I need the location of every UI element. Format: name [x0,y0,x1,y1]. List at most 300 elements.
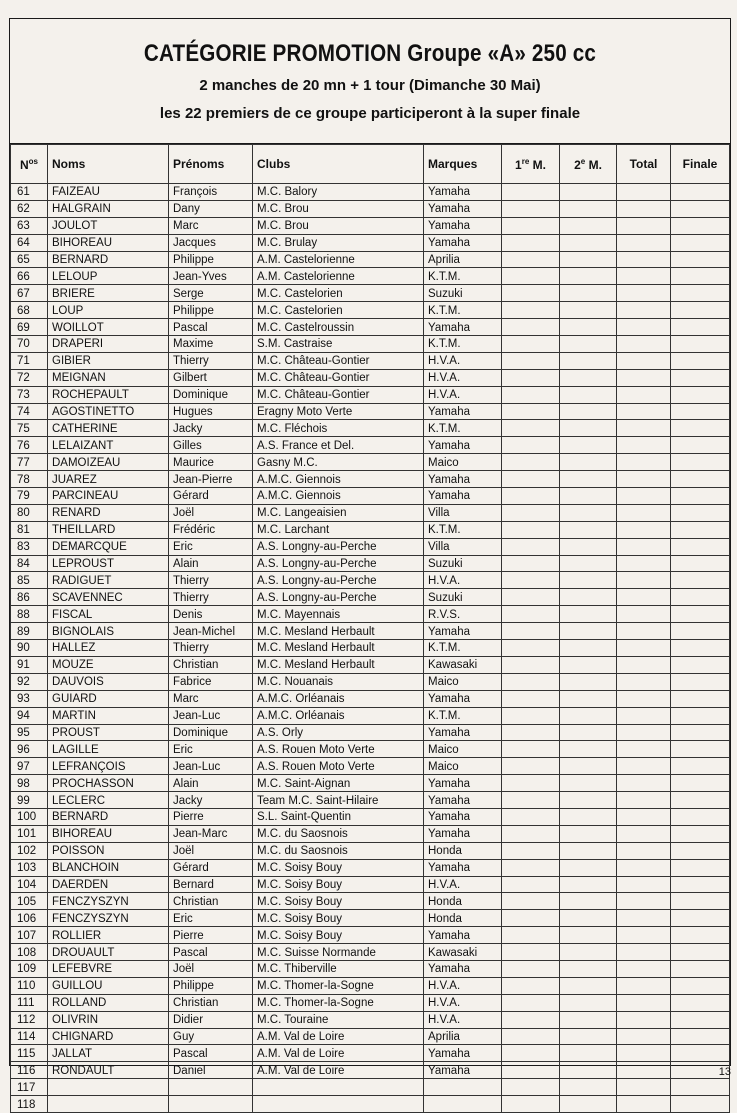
cell-manche-2 [560,724,617,741]
page-title: CATÉGORIE PROMOTION Groupe «A» 250 cc [143,40,597,67]
cell-marque: H.V.A. [424,876,502,893]
cell-club: A.M. Val de Loire [253,1028,424,1045]
cell-prenom: Jacky [169,792,253,809]
cell-finale [671,302,730,319]
cell-club: M.C. Soisy Bouy [253,910,424,927]
cell-manche-1 [502,673,560,690]
cell-marque: Suzuki [424,555,502,572]
cell-number: 108 [11,944,48,961]
cell-total [617,437,671,454]
cell-club: M.C. Fléchois [253,420,424,437]
cell-number: 100 [11,808,48,825]
cell-number: 81 [11,521,48,538]
cell-marque: H.V.A. [424,1011,502,1028]
table-row [11,504,730,521]
cell-manche-1 [502,792,560,809]
table-row [11,724,730,741]
cell-manche-1 [502,724,560,741]
cell-finale [671,640,730,657]
cell-manche-1 [502,572,560,589]
cell-nom: BERNARD [48,808,169,825]
cell-nom: ROLLIER [48,927,169,944]
cell-manche-1 [502,420,560,437]
cell-total [617,1028,671,1045]
cell-club: A.M. Castelorienne [253,268,424,285]
cell-marque: Aprilia [424,251,502,268]
cell-manche-1 [502,352,560,369]
cell-marque: Suzuki [424,285,502,302]
cell-nom: WOILLOT [48,319,169,336]
cell-manche-1 [502,200,560,217]
cell-number: 80 [11,504,48,521]
cell-manche-1 [502,758,560,775]
cell-manche-1 [502,1096,560,1113]
cell-prenom: Pascal [169,944,253,961]
cell-manche-1 [502,960,560,977]
cell-manche-2 [560,859,617,876]
cell-nom: DROUAULT [48,944,169,961]
cell-club: Gasny M.C. [253,454,424,471]
cell-finale [671,690,730,707]
race-format-subtitle: 2 manches de 20 mn + 1 tour (Dimanche 30 Mai) [199,77,541,94]
cell-total [617,521,671,538]
cell-prenom: Maurice [169,454,253,471]
cell-number: 76 [11,437,48,454]
table-row [11,319,730,336]
cell-manche-1 [502,555,560,572]
cell-prenom: Dany [169,200,253,217]
cell-finale [671,285,730,302]
cell-finale [671,251,730,268]
table-row [11,454,730,471]
table-row [11,690,730,707]
cell-marque: Yamaha [424,471,502,488]
cell-total [617,336,671,353]
cell-total [617,724,671,741]
cell-nom: GIBIER [48,352,169,369]
table-row [11,842,730,859]
cell-nom: JOULOT [48,217,169,234]
cell-prenom: Philippe [169,251,253,268]
cell-manche-1 [502,336,560,353]
cell-manche-1 [502,640,560,657]
cell-total [617,859,671,876]
cell-number: 90 [11,640,48,657]
cell-marque: Yamaha [424,488,502,505]
cell-club: Eragny Moto Verte [253,403,424,420]
cell-club: M.C. Suisse Normande [253,944,424,961]
cell-total [617,555,671,572]
cell-club: M.C. Langeaisien [253,504,424,521]
cell-number: 98 [11,775,48,792]
cell-number: 109 [11,960,48,977]
cell-finale [671,521,730,538]
cell-prenom: Denis [169,606,253,623]
cell-number: 104 [11,876,48,893]
cell-club: M.C. Nouanais [253,673,424,690]
cell-manche-2 [560,454,617,471]
cell-club: M.C. Balory [253,184,424,201]
cell-total [617,842,671,859]
cell-nom: PROUST [48,724,169,741]
cell-manche-1 [502,994,560,1011]
cell-manche-1 [502,893,560,910]
cell-number: 111 [11,994,48,1011]
cell-marque: Yamaha [424,775,502,792]
cell-finale [671,454,730,471]
cell-club: M.C. Mayennais [253,606,424,623]
cell-prenom: Thierry [169,572,253,589]
cell-finale [671,369,730,386]
cell-total [617,623,671,640]
cell-manche-2 [560,504,617,521]
cell-number: 94 [11,707,48,724]
cell-number: 116 [11,1062,48,1079]
table-row [11,707,730,724]
cell-nom: POISSON [48,842,169,859]
cell-marque: Kawasaki [424,656,502,673]
cell-total [617,352,671,369]
cell-manche-2 [560,184,617,201]
cell-number: 95 [11,724,48,741]
cell-finale [671,572,730,589]
cell-marque: H.V.A. [424,994,502,1011]
cell-total [617,268,671,285]
cell-number: 62 [11,200,48,217]
cell-prenom: Jean-Yves [169,268,253,285]
cell-marque: Honda [424,842,502,859]
cell-prenom: Thierry [169,640,253,657]
cell-total [617,217,671,234]
cell-total [617,977,671,994]
table-row [11,876,730,893]
cell-total [617,386,671,403]
cell-total [617,572,671,589]
cell-total [617,319,671,336]
table-row [11,184,730,201]
cell-marque: Aprilia [424,1028,502,1045]
table-row [11,792,730,809]
cell-marque: Yamaha [424,403,502,420]
cell-prenom: Jean-Luc [169,707,253,724]
cell-total [617,707,671,724]
table-row [11,386,730,403]
table-row [11,217,730,234]
cell-marque: Maico [424,673,502,690]
cell-finale [671,758,730,775]
col-header-manche-2: 2e M. [560,145,617,184]
table-row [11,521,730,538]
table-row [11,623,730,640]
cell-finale [671,538,730,555]
cell-manche-2 [560,1062,617,1079]
cell-manche-2 [560,606,617,623]
cell-manche-2 [560,1079,617,1096]
table-row [11,1028,730,1045]
cell-total [617,927,671,944]
cell-club: A.S. France et Del. [253,437,424,454]
cell-marque: Yamaha [424,792,502,809]
cell-manche-1 [502,977,560,994]
cell-manche-2 [560,910,617,927]
cell-prenom: Hugues [169,403,253,420]
cell-marque: R.V.S. [424,606,502,623]
cell-manche-2 [560,403,617,420]
cell-club: M.C. Saint-Aignan [253,775,424,792]
cell-manche-1 [502,859,560,876]
cell-marque: Yamaha [424,808,502,825]
col-header-nos: $N^{os}$ [11,145,48,184]
cell-manche-1 [502,268,560,285]
cell-marque: Maico [424,454,502,471]
cell-prenom: Pierre [169,808,253,825]
table-row [11,538,730,555]
table-row [11,1079,730,1096]
table-row [11,234,730,251]
cell-finale [671,1045,730,1062]
col-header-marques: Marques [424,145,502,184]
cell-manche-1 [502,504,560,521]
cell-manche-2 [560,927,617,944]
cell-marque: Yamaha [424,1062,502,1079]
cell-manche-2 [560,960,617,977]
cell-manche-2 [560,944,617,961]
cell-finale [671,842,730,859]
cell-prenom: Daniel [169,1062,253,1079]
cell-total [617,403,671,420]
cell-manche-2 [560,758,617,775]
cell-prenom: Philippe [169,977,253,994]
cell-manche-2 [560,217,617,234]
cell-total [617,994,671,1011]
cell-number: 79 [11,488,48,505]
cell-manche-1 [502,910,560,927]
cell-number: 101 [11,825,48,842]
cell-club: M.C. Castelorien [253,302,424,319]
cell-nom: ROCHEPAULT [48,386,169,403]
cell-prenom: Alain [169,555,253,572]
cell-finale [671,792,730,809]
cell-finale [671,268,730,285]
cell-club: A.S. Longny-au-Perche [253,538,424,555]
cell-manche-1 [502,538,560,555]
cell-number: 103 [11,859,48,876]
cell-marque: Yamaha [424,437,502,454]
cell-number: 64 [11,234,48,251]
cell-manche-1 [502,741,560,758]
cell-manche-2 [560,842,617,859]
cell-marque: K.T.M. [424,521,502,538]
col-header-manche-1: 1re M. [502,145,560,184]
cell-total [617,589,671,606]
cell-manche-1 [502,471,560,488]
table-row [11,808,730,825]
cell-number: 63 [11,217,48,234]
cell-club: A.M.C. Giennois [253,471,424,488]
cell-club: M.C. Brou [253,217,424,234]
cell-number: 65 [11,251,48,268]
cell-number: 68 [11,302,48,319]
cell-nom: MARTIN [48,707,169,724]
cell-prenom: Jacques [169,234,253,251]
cell-manche-2 [560,589,617,606]
table-row [11,640,730,657]
cell-manche-2 [560,825,617,842]
cell-marque: Honda [424,893,502,910]
cell-finale [671,1011,730,1028]
cell-number: 93 [11,690,48,707]
cell-manche-2 [560,268,617,285]
cell-manche-1 [502,217,560,234]
table-row [11,944,730,961]
cell-total [617,656,671,673]
cell-nom: HALGRAIN [48,200,169,217]
cell-nom: GUILLOU [48,977,169,994]
cell-manche-2 [560,977,617,994]
cell-manche-2 [560,876,617,893]
table-row [11,471,730,488]
cell-club: M.C. Soisy Bouy [253,927,424,944]
cell-prenom: Eric [169,741,253,758]
table-row [11,859,730,876]
cell-total [617,251,671,268]
cell-marque [424,1079,502,1096]
cell-manche-1 [502,690,560,707]
cell-total [617,758,671,775]
cell-finale [671,994,730,1011]
cell-finale [671,234,730,251]
cell-finale [671,504,730,521]
table-row [11,960,730,977]
cell-finale [671,420,730,437]
cell-prenom: Jacky [169,420,253,437]
cell-marque: Maico [424,741,502,758]
cell-nom: HALLEZ [48,640,169,657]
cell-manche-2 [560,251,617,268]
cell-manche-1 [502,1028,560,1045]
cell-total [617,1062,671,1079]
cell-total [617,1011,671,1028]
cell-prenom: Pascal [169,319,253,336]
cell-marque: H.V.A. [424,572,502,589]
cell-number: 72 [11,369,48,386]
cell-club: A.M. Val de Loire [253,1045,424,1062]
cell-number: 96 [11,741,48,758]
cell-nom: SCAVENNEC [48,589,169,606]
cell-club: S.M. Castraise [253,336,424,353]
cell-marque: Honda [424,910,502,927]
cell-manche-1 [502,369,560,386]
cell-nom: FAIZEAU [48,184,169,201]
cell-club: M.C. Touraine [253,1011,424,1028]
table-row [11,420,730,437]
cell-nom: FENCZYSZYN [48,893,169,910]
cell-club: M.C. Brou [253,200,424,217]
cell-marque: K.T.M. [424,420,502,437]
cell-nom: LELOUP [48,268,169,285]
table-row [11,251,730,268]
col-header-prenoms: Prénoms [169,145,253,184]
cell-manche-2 [560,369,617,386]
cell-finale [671,825,730,842]
cell-number: 114 [11,1028,48,1045]
cell-manche-2 [560,200,617,217]
cell-nom: LEPROUST [48,555,169,572]
cell-nom: ROLLAND [48,994,169,1011]
cell-finale [671,488,730,505]
cell-number: 84 [11,555,48,572]
cell-prenom: Joël [169,504,253,521]
cell-number: 66 [11,268,48,285]
cell-nom: RENARD [48,504,169,521]
cell-number: 75 [11,420,48,437]
cell-finale [671,1079,730,1096]
cell-total [617,302,671,319]
cell-manche-2 [560,352,617,369]
cell-finale [671,589,730,606]
cell-prenom [169,1096,253,1113]
cell-prenom: Pascal [169,1045,253,1062]
cell-number: 105 [11,893,48,910]
table-row [11,825,730,842]
cell-nom: DRAPERI [48,336,169,353]
cell-number: 102 [11,842,48,859]
cell-finale [671,910,730,927]
cell-manche-2 [560,808,617,825]
cell-manche-2 [560,792,617,809]
table-row [11,1062,730,1079]
cell-finale [671,859,730,876]
table-row [11,910,730,927]
table-row [11,200,730,217]
cell-nom: JUAREZ [48,471,169,488]
table-row [11,555,730,572]
cell-manche-1 [502,1079,560,1096]
cell-prenom: Marc [169,217,253,234]
cell-marque: Maico [424,758,502,775]
cell-manche-1 [502,521,560,538]
table-row [11,977,730,994]
cell-marque: K.T.M. [424,336,502,353]
cell-finale [671,386,730,403]
cell-manche-2 [560,707,617,724]
cell-nom: LEFEBVRE [48,960,169,977]
cell-club: M.C. Larchant [253,521,424,538]
cell-manche-2 [560,1096,617,1113]
cell-total [617,673,671,690]
cell-finale [671,471,730,488]
cell-nom: RADIGUET [48,572,169,589]
cell-manche-1 [502,285,560,302]
cell-prenom: Joël [169,842,253,859]
cell-prenom: Joël [169,960,253,977]
cell-prenom: Dominique [169,386,253,403]
cell-club: A.S. Rouen Moto Verte [253,758,424,775]
cell-manche-2 [560,572,617,589]
cell-manche-1 [502,302,560,319]
cell-prenom: Christian [169,994,253,1011]
col-header-clubs: Clubs [253,145,424,184]
cell-nom: JALLAT [48,1045,169,1062]
cell-total [617,808,671,825]
cell-finale [671,893,730,910]
cell-number: 89 [11,623,48,640]
cell-total [617,420,671,437]
cell-nom [48,1079,169,1096]
table-row [11,336,730,353]
cell-manche-2 [560,471,617,488]
cell-number: 115 [11,1045,48,1062]
